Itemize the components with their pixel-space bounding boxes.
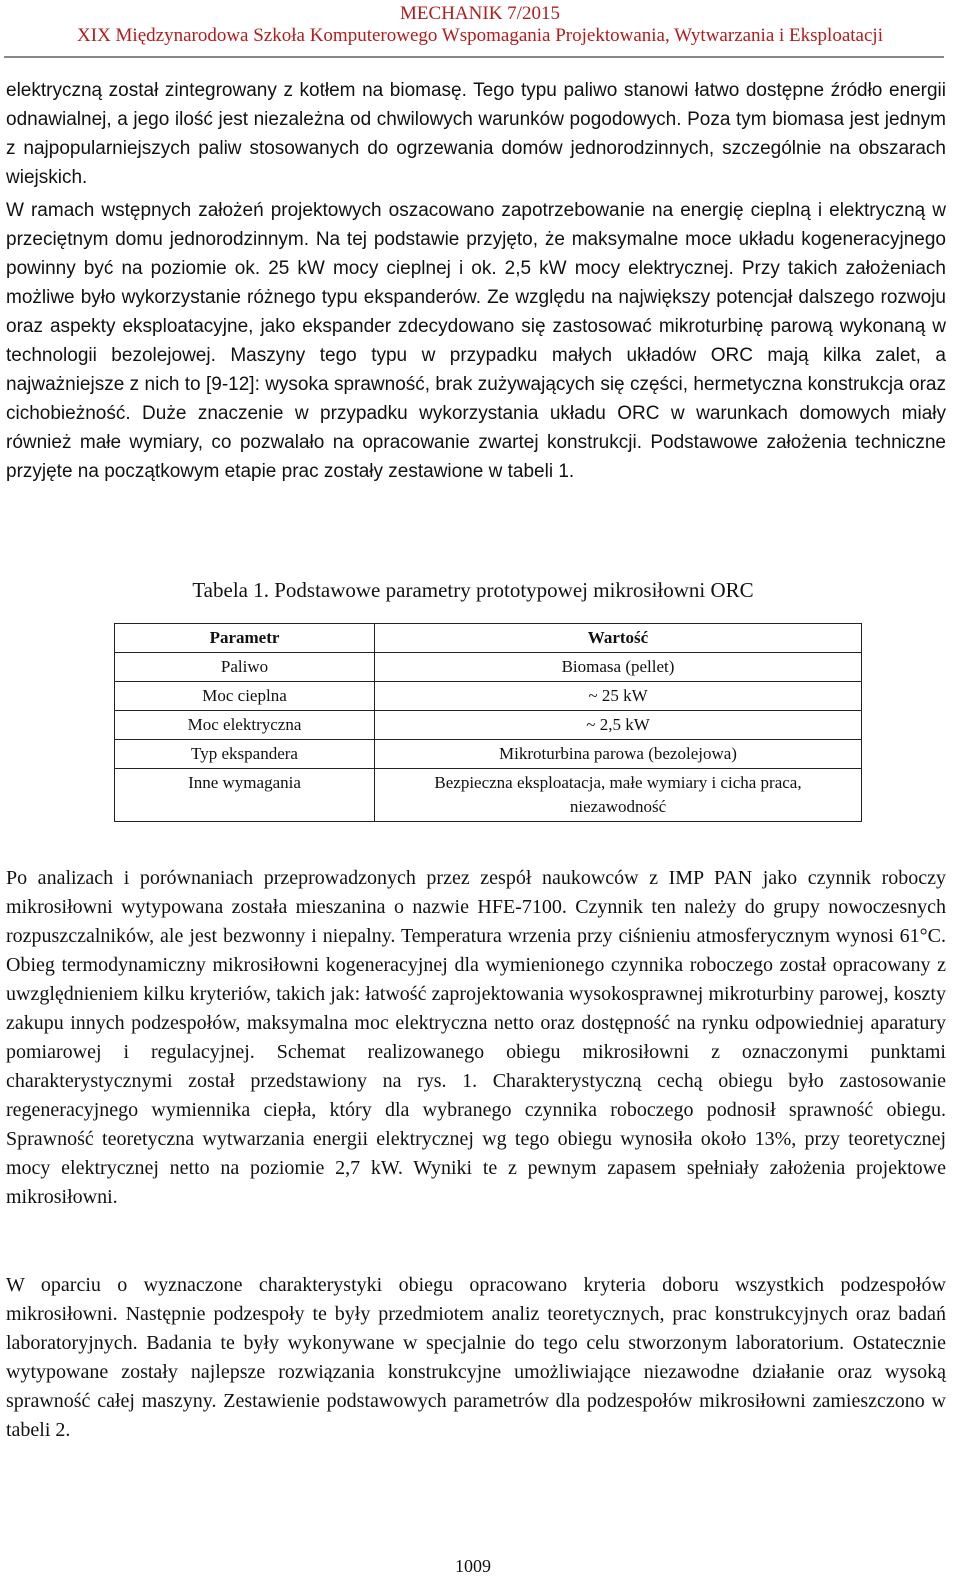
- table-cell: Inne wymagania: [115, 769, 375, 822]
- parameters-table: [114, 623, 862, 822]
- paragraph-2-text: W ramach wstępnych założeń projektowych oszacowano zapotrzebowanie na energię cieplną i elektryczną w przeciętnym domu jednorodzinnym. Na tej podstawie przyjęto, że maksymalne moce układu kogeneracyjnego powinny być na poziomie ok. 25 kW mocy cieplnej i ok. 2,5 kW mocy elektrycznej. Przy takich założeniach możliwe było wykorzystanie różnego typu ekspanderów. Ze względu na największy potencjał dalszego rozwoju oraz aspekty eksploatacyjne, jako ekspander zdecydowano się zastosować mikroturbinę parową wykonaną w technologii bezolejowej. Maszyny tego typu w przypadku małych układów ORC mają kilka zalet, a najważniejsze z nich to [9-12]: wysoka sprawność, brak zużywających się części, hermetyczna konstrukcja oraz cichobieżność. Duże znaczenie w przypadku wykorzystania układu ORC w warunkach domowych miały również małe wymiary, co pozwalało na opracowanie zwartej konstrukcji. Podstawowe założenia techniczne przyjęte na początkowym etapie prac zostały zestawione w tabeli 1.: [6, 200, 946, 482]
- paragraph-2: [6, 196, 946, 486]
- table-row: [115, 653, 862, 682]
- paragraph-1: [6, 76, 946, 192]
- table-cell: Moc cieplna: [115, 682, 375, 711]
- paragraph-4: [6, 1271, 946, 1445]
- paragraph-3: [6, 864, 946, 1212]
- page-header: [0, 0, 960, 47]
- table-cell: Typ ekspandera: [115, 740, 375, 769]
- journal-title: MECHANIK 7/2015: [400, 3, 560, 24]
- table-cell: Biomasa (pellet): [375, 653, 862, 682]
- header-divider: [4, 56, 944, 58]
- table-cell: ~ 25 kW: [375, 682, 862, 711]
- header-value: Wartość: [375, 624, 862, 653]
- conference-title: XIX Międzynarodowa Szkoła Komputerowego Wspomagania Projektowania, Wytwarzania i Eksploatacji: [77, 25, 883, 46]
- table-row: [115, 740, 862, 769]
- table-header-row: [115, 624, 862, 653]
- table-cell: Paliwo: [115, 653, 375, 682]
- table-cell: Moc elektryczna: [115, 711, 375, 740]
- page-number: 1009: [455, 1556, 491, 1576]
- table-row: [115, 711, 862, 740]
- table-row: [115, 769, 862, 822]
- table-cell: Mikroturbina parowa (bezolejowa): [375, 740, 862, 769]
- paragraph-1-text: elektryczną został zintegrowany z kotłem na biomasę. Tego typu paliwo stanowi łatwo dostępne źródło energii odnawialnej, a jego ilość jest niezależna od chwilowych warunków pogodowych. Poza tym biomasa jest jednym z najpopularniejszych paliw stosowanych do ogrzewania domów jednorodzinnych, szczególnie na obszarach wiejskich.: [6, 80, 946, 188]
- table-cell: Bezpieczna eksploatacja, małe wymiary i cicha praca, niezawodność: [375, 769, 862, 822]
- header-parameter: Parametr: [115, 624, 375, 653]
- paragraph-3-text: Po analizach i porównaniach przeprowadzonych przez zespół naukowców z IMP PAN jako czynnik roboczy mikrosiłowni wytypowana została mieszanina o nazwie HFE-7100. Czynnik ten należy do grupy nowoczesnych rozpuszczalników, ale jest bezwonny i niepalny. Temperatura wrzenia przy ciśnieniu atmosferycznym wynosi 61°C. Obieg termodynamiczny mikrosiłowni kogeneracyjnej dla wymienionego czynnika roboczego został opracowany z uwzględnieniem kilku kryteriów, takich jak: łatwość zaprojektowania wysokosprawnej mikroturbiny parowej, koszty zakupu innych podzespołów, maksymalna moc elektryczna netto oraz dostępność na rynku odpowiedniej aparatury pomiarowej i regulacyjnej. Schemat realizowanego obiegu mikrosiłowni z oznaczonymi punktami charakterystycznymi został przedstawiony na rys. 1. Charakterystyczną cechą obiegu było zastosowanie regeneracyjnego wymiennika ciepła, który dla wybranego czynnika roboczego podnosił sprawność obiegu. Sprawność teoretyczna wytwarzania energii elektrycznej wg tego obiegu wynosiła około 13%, przy teoretycznej mocy elektrycznej netto na poziomie 2,7 kW. Wyniki te z pewnym zapasem spełniały założenia projektowe mikrosiłowni.: [6, 867, 946, 1208]
- table-caption: Tabela 1. Podstawowe parametry prototypowej mikrosiłowni ORC: [192, 578, 754, 602]
- table-cell: ~ 2,5 kW: [375, 711, 862, 740]
- table-row: [115, 682, 862, 711]
- paragraph-4-text: W oparciu o wyznaczone charakterystyki obiegu opracowano kryteria doboru wszystkich podzespołów mikrosiłowni. Następnie podzespoły te były przedmiotem analiz teoretycznych, prac konstrukcyjnych oraz badań laboratoryjnych. Badania te były wykonywane w specjalnie do tego celu stworzonym laboratorium. Ostatecznie wytypowane zostały najlepsze rozwiązania konstrukcyjne umożliwiające niezawodne działanie oraz wysoką sprawność całej maszyny. Zestawienie podstawowych parametrów dla podzespołów mikrosiłowni zamieszczono w tabeli 2.: [6, 1274, 946, 1441]
